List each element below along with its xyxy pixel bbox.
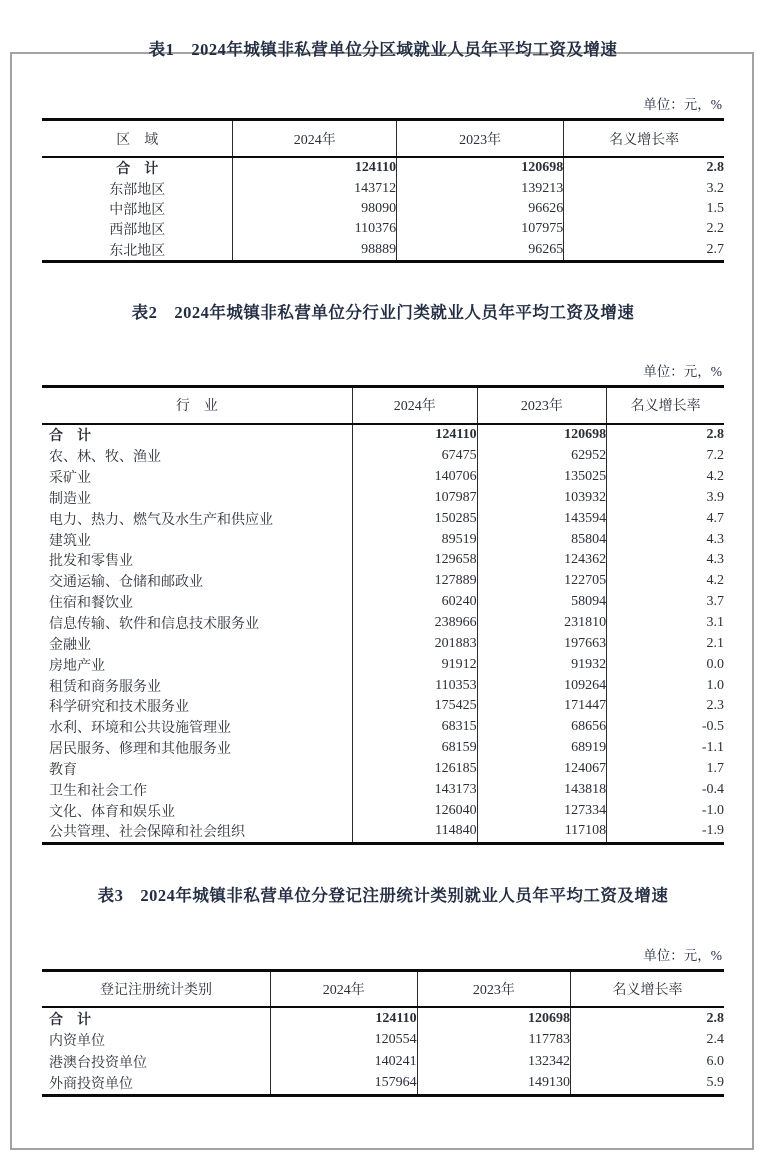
region-cell: 东北地区	[42, 240, 233, 262]
industry-cell: 租赁和商务服务业	[42, 675, 352, 696]
value-2024-cell: 126040	[352, 800, 477, 821]
table-row	[42, 487, 724, 508]
table-row	[42, 800, 724, 821]
table-row	[42, 758, 724, 779]
value-2023-cell: 62952	[477, 446, 607, 467]
value-2023-cell: 197663	[477, 633, 607, 654]
growth-rate-cell: 0.0	[706, 656, 724, 672]
table-row	[42, 240, 724, 262]
growth-rate-cell: -0.5	[701, 719, 724, 735]
value-2023-cell: 135025	[477, 467, 607, 488]
registration-type-wage-table	[42, 969, 724, 1097]
document-content	[42, 38, 724, 1097]
table-row	[42, 157, 724, 178]
value-2023-cell: 96626	[397, 199, 564, 219]
table-row	[42, 219, 724, 239]
table2-section	[42, 301, 724, 845]
industry-cell: 批发和零售业	[42, 550, 352, 571]
column-header-2024: 2024年	[270, 970, 417, 1007]
value-2023-cell: 139213	[397, 178, 564, 198]
table-row	[42, 1051, 724, 1073]
value-2024-cell: 238966	[352, 613, 477, 634]
growth-rate-cell: 2.8	[706, 427, 724, 443]
region-cell: 合 计	[42, 157, 233, 178]
value-2023-cell: 120698	[477, 424, 607, 446]
industry-cell: 文化、体育和娱乐业	[42, 800, 352, 821]
table-row	[42, 738, 724, 759]
registration-type-cell: 外商投资单位	[42, 1072, 270, 1095]
growth-rate-cell: 5.9	[706, 1075, 724, 1091]
industry-cell: 公共管理、社会保障和社会组织	[42, 821, 352, 843]
value-2024-cell: 114840	[352, 821, 477, 843]
table1-title: 表1 2024年城镇非私营单位分区域就业人员年平均工资及增速	[148, 40, 618, 59]
growth-rate-cell: 3.2	[706, 180, 724, 196]
value-2024-cell: 124110	[233, 157, 397, 178]
growth-rate-cell: 1.0	[706, 677, 724, 693]
registration-type-cell: 内资单位	[42, 1029, 270, 1051]
value-2024-cell: 89519	[352, 529, 477, 550]
value-2024-cell: 124110	[352, 424, 477, 446]
column-header-industry: 行 业	[42, 386, 352, 424]
table-row	[42, 1072, 724, 1095]
value-2023-cell: 122705	[477, 571, 607, 592]
value-2024-cell: 68159	[352, 738, 477, 759]
value-2023-cell: 143818	[477, 779, 607, 800]
value-2023-cell: 117783	[417, 1029, 570, 1051]
table-row	[42, 508, 724, 529]
value-2023-cell: 120698	[397, 157, 564, 178]
value-2023-cell: 124362	[477, 550, 607, 571]
value-2023-cell: 127334	[477, 800, 607, 821]
growth-rate-cell: 2.7	[706, 241, 724, 257]
industry-cell: 房地产业	[42, 654, 352, 675]
column-header-2023: 2023年	[417, 970, 570, 1007]
registration-type-cell: 合 计	[42, 1007, 270, 1030]
value-2024-cell: 60240	[352, 592, 477, 613]
region-cell: 中部地区	[42, 199, 233, 219]
value-2024-cell: 98889	[233, 240, 397, 262]
table-row	[42, 675, 724, 696]
growth-rate-cell: 1.5	[706, 200, 724, 216]
value-2024-cell: 157964	[270, 1072, 417, 1095]
table-row	[42, 529, 724, 550]
value-2024-cell: 201883	[352, 633, 477, 654]
growth-rate-cell: -1.9	[701, 823, 724, 839]
value-2023-cell: 149130	[417, 1072, 570, 1095]
registration-type-cell: 港澳台投资单位	[42, 1051, 270, 1073]
value-2024-cell: 140241	[270, 1051, 417, 1073]
industry-cell: 居民服务、修理和其他服务业	[42, 738, 352, 759]
table-row	[42, 1007, 724, 1030]
value-2024-cell: 140706	[352, 467, 477, 488]
table-row	[42, 199, 724, 219]
growth-rate-cell: 7.2	[706, 448, 724, 464]
growth-rate-cell: -0.4	[701, 781, 724, 797]
growth-rate-cell: 2.8	[706, 1010, 724, 1026]
table-row	[42, 571, 724, 592]
industry-cell: 住宿和餐饮业	[42, 592, 352, 613]
growth-rate-cell: 4.3	[706, 531, 724, 547]
value-2024-cell: 67475	[352, 446, 477, 467]
industry-cell: 卫生和社会工作	[42, 779, 352, 800]
growth-rate-cell: 3.7	[706, 594, 724, 610]
growth-rate-cell: 4.3	[706, 552, 724, 568]
region-cell: 西部地区	[42, 219, 233, 239]
region-cell: 东部地区	[42, 178, 233, 198]
column-header-2024: 2024年	[352, 386, 477, 424]
table3-section	[42, 884, 724, 1097]
value-2023-cell: 120698	[417, 1007, 570, 1030]
table1-section	[42, 38, 724, 263]
value-2024-cell: 98090	[233, 199, 397, 219]
value-2024-cell: 143712	[233, 178, 397, 198]
value-2023-cell: 85804	[477, 529, 607, 550]
growth-rate-cell: -1.0	[701, 802, 724, 818]
value-2024-cell: 127889	[352, 571, 477, 592]
table2-unit-label: 单位：元，%	[643, 363, 722, 379]
value-2023-cell: 96265	[397, 240, 564, 262]
column-header-2024: 2024年	[233, 120, 397, 158]
value-2024-cell: 175425	[352, 696, 477, 717]
value-2024-cell: 107987	[352, 487, 477, 508]
table2-title: 表2 2024年城镇非私营单位分行业门类就业人员年平均工资及增速	[131, 302, 635, 322]
column-header-region: 区 域	[42, 120, 233, 158]
value-2024-cell: 68315	[352, 717, 477, 738]
growth-rate-cell: 1.7	[706, 760, 724, 776]
table-row	[42, 696, 724, 717]
growth-rate-cell: 3.1	[706, 614, 724, 630]
growth-rate-cell: 2.1	[706, 635, 724, 651]
growth-rate-cell: 4.7	[706, 510, 724, 526]
table-row	[42, 550, 724, 571]
value-2024-cell: 124110	[270, 1007, 417, 1030]
industry-cell: 教育	[42, 758, 352, 779]
value-2023-cell: 231810	[477, 613, 607, 634]
table-row	[42, 779, 724, 800]
value-2024-cell: 91912	[352, 654, 477, 675]
table-row	[42, 424, 724, 446]
value-2023-cell: 107975	[397, 219, 564, 239]
value-2023-cell: 68656	[477, 717, 607, 738]
column-header-registration-type: 登记注册统计类别	[42, 970, 270, 1007]
table-row	[42, 592, 724, 613]
growth-rate-cell: 3.9	[706, 489, 724, 505]
industry-cell: 交通运输、仓储和邮政业	[42, 571, 352, 592]
industry-cell: 合 计	[42, 424, 352, 446]
table-row	[42, 1029, 724, 1051]
growth-rate-cell: 2.3	[706, 698, 724, 714]
value-2024-cell: 126185	[352, 758, 477, 779]
table-row	[42, 633, 724, 654]
column-header-2023: 2023年	[477, 386, 607, 424]
value-2024-cell: 150285	[352, 508, 477, 529]
value-2024-cell: 110353	[352, 675, 477, 696]
value-2023-cell: 91932	[477, 654, 607, 675]
value-2023-cell: 143594	[477, 508, 607, 529]
column-header-growth: 名义增长率	[571, 970, 724, 1007]
growth-rate-cell: 2.8	[706, 160, 724, 176]
table3-unit-label: 单位：元，%	[643, 947, 722, 963]
growth-rate-cell: 2.2	[706, 221, 724, 237]
table-row	[42, 446, 724, 467]
table1-unit-label: 单位：元，%	[643, 97, 722, 112]
industry-cell: 制造业	[42, 487, 352, 508]
table-row	[42, 467, 724, 488]
value-2023-cell: 68919	[477, 738, 607, 759]
column-header-growth: 名义增长率	[607, 386, 724, 424]
header-row	[42, 120, 724, 158]
column-header-growth: 名义增长率	[564, 120, 724, 158]
header-row	[42, 386, 724, 424]
growth-rate-cell: -1.1	[701, 740, 724, 756]
column-header-2023: 2023年	[397, 120, 564, 158]
industry-cell: 采矿业	[42, 467, 352, 488]
industry-cell: 农、林、牧、渔业	[42, 446, 352, 467]
value-2023-cell: 103932	[477, 487, 607, 508]
growth-rate-cell: 4.2	[706, 469, 724, 485]
growth-rate-cell: 6.0	[706, 1053, 724, 1069]
value-2023-cell: 109264	[477, 675, 607, 696]
growth-rate-cell: 4.2	[706, 573, 724, 589]
region-wage-table	[42, 118, 724, 263]
value-2024-cell: 110376	[233, 219, 397, 239]
value-2024-cell: 120554	[270, 1029, 417, 1051]
industry-cell: 科学研究和技术服务业	[42, 696, 352, 717]
table-row	[42, 654, 724, 675]
industry-cell: 水利、环境和公共设施管理业	[42, 717, 352, 738]
industry-cell: 建筑业	[42, 529, 352, 550]
value-2024-cell: 129658	[352, 550, 477, 571]
table-row	[42, 613, 724, 634]
value-2024-cell: 143173	[352, 779, 477, 800]
value-2023-cell: 132342	[417, 1051, 570, 1073]
table-row	[42, 178, 724, 198]
table3-title: 表3 2024年城镇非私营单位分登记注册统计类别就业人员年平均工资及增速	[97, 885, 669, 905]
table-row	[42, 821, 724, 843]
value-2023-cell: 124067	[477, 758, 607, 779]
table-row	[42, 717, 724, 738]
growth-rate-cell: 2.4	[706, 1032, 724, 1048]
value-2023-cell: 117108	[477, 821, 607, 843]
industry-cell: 信息传输、软件和信息技术服务业	[42, 613, 352, 634]
industry-cell: 电力、热力、燃气及水生产和供应业	[42, 508, 352, 529]
value-2023-cell: 58094	[477, 592, 607, 613]
industry-cell: 金融业	[42, 633, 352, 654]
header-row	[42, 970, 724, 1007]
industry-wage-table	[42, 385, 724, 845]
value-2023-cell: 171447	[477, 696, 607, 717]
